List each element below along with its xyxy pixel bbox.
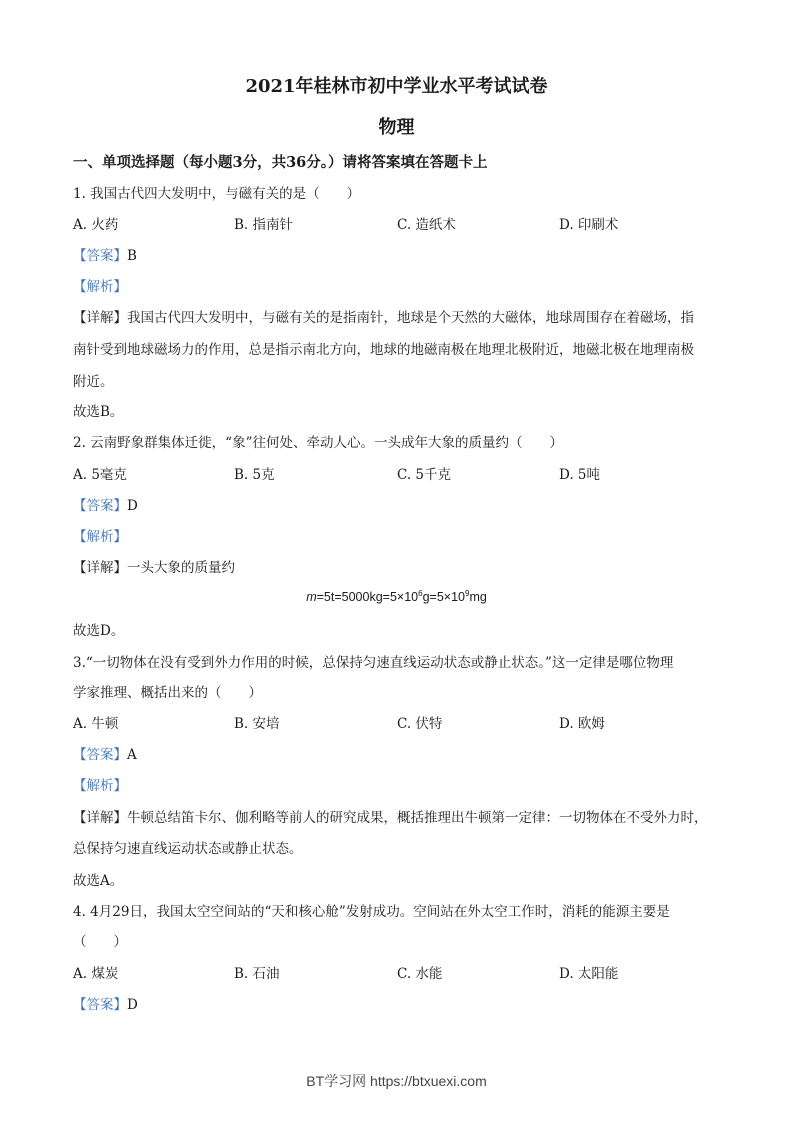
q1-answer-value: B [127, 248, 137, 264]
formula-variable: m [306, 590, 317, 605]
answer-label: 【答案】 [73, 248, 127, 264]
q4-answer-value: D [127, 997, 138, 1013]
q2-option-d: D. 5吨 [559, 467, 601, 483]
formula-part-2: g=5×10 [422, 590, 465, 605]
q1-stem: 1. 我国古代四大发明中，与磁有关的是（ ） [73, 186, 361, 202]
q1-detail-text-1: 我国古代四大发明中，与磁有关的是指南针，地球是个天然的大磁体，地球周围存在着磁场，指 [127, 310, 694, 326]
q1-detail-line-2: 南针受到地球磁场力的作用，总是指示南北方向，地球的地磁南极在地理北极附近，地磁北极在地理南极 [73, 342, 694, 358]
formula-exponent-2: 9 [464, 589, 470, 598]
q3-detail-line-1 [73, 806, 723, 826]
answer-label: 【答案】 [73, 997, 127, 1013]
q4-option-a: A. 煤炭 [73, 966, 119, 982]
exam-title: 2021年桂林市初中学业水平考试试卷 [245, 76, 548, 97]
q1-detail-line-1 [73, 306, 723, 326]
q3-conclusion: 故选A。 [73, 873, 124, 889]
page-footer-watermark: BT学习网 https://btxuexi.com [306, 1073, 487, 1089]
q2-option-b: B. 5克 [234, 467, 275, 483]
q2-stem: 2. 云南野象群集体迁徙，“象”往何处、牵动人心。一头成年大象的质量约（ ） [73, 435, 563, 451]
q2-conclusion: 故选D。 [73, 623, 125, 639]
q2-option-a: A. 5毫克 [73, 467, 127, 483]
q1-conclusion: 故选B。 [73, 404, 124, 420]
q4-option-d: D. 太阳能 [559, 966, 619, 982]
q1-detail-line-3: 附近。 [73, 374, 114, 390]
formula-exponent-1: 6 [418, 589, 423, 598]
formula-part-3: mg [469, 590, 487, 605]
q3-answer-value: A [127, 747, 137, 763]
q4-answer [73, 993, 723, 1013]
q3-stem-line-2: 学家推理、概括出来的（ ） [73, 685, 262, 701]
subject-title: 物理 [378, 117, 415, 138]
q3-option-d: D. 欧姆 [559, 716, 605, 732]
q3-option-a: A. 牛顿 [73, 716, 119, 732]
q1-option-b: B. 指南针 [234, 217, 294, 233]
q3-option-b: B. 安培 [234, 716, 280, 732]
q1-option-a: A. 火药 [73, 217, 119, 233]
q2-analysis-label: 【解析】 [73, 529, 127, 545]
q2-option-c: C. 5千克 [397, 467, 452, 483]
q1-option-d: D. 印刷术 [559, 217, 619, 233]
detail-label: 【详解】 [73, 560, 127, 576]
q3-detail-text-1: 牛顿总结笛卡尔、伽利略等前人的研究成果，概括推理出牛顿第一定律：一切物体在不受外力时， [127, 810, 708, 826]
q3-stem-line-1: 3.“一切物体在没有受到外力作用的时候，总保持匀速直线运动状态或静止状态。”这一定律是哪位物理 [73, 655, 674, 671]
answer-label: 【答案】 [73, 498, 127, 514]
q4-stem-line-2: （ ） [73, 934, 127, 950]
detail-label: 【详解】 [73, 310, 127, 326]
q3-detail-line-2: 总保持匀速直线运动状态或静止状态。 [73, 841, 303, 857]
q1-answer [73, 244, 723, 264]
q3-option-c: C. 伏特 [397, 716, 443, 732]
q2-answer [73, 494, 723, 514]
q4-stem-line-1: 4. 4月29日，我国太空空间站的“天和核心舱”发射成功。空间站在外太空工作时，消耗的能源主要是 [73, 904, 670, 920]
answer-label: 【答案】 [73, 747, 127, 763]
q4-option-c: C. 水能 [397, 966, 443, 982]
q1-option-c: C. 造纸术 [397, 217, 456, 233]
q2-answer-value: D [127, 498, 138, 514]
q4-option-b: B. 石油 [234, 966, 280, 982]
q3-answer [73, 743, 723, 763]
detail-label: 【详解】 [73, 810, 127, 826]
q2-formula [0, 589, 793, 604]
formula-part-1: =5t=5000kg=5×10 [316, 590, 419, 605]
q1-analysis-label: 【解析】 [73, 279, 127, 295]
q2-detail-line [73, 556, 723, 576]
q2-detail-text: 一头大象的质量约 [127, 560, 235, 576]
section-heading: 一、单项选择题（每小题3分，共36分。）请将答案填在答题卡上 [73, 154, 488, 171]
q3-analysis-label: 【解析】 [73, 778, 127, 794]
